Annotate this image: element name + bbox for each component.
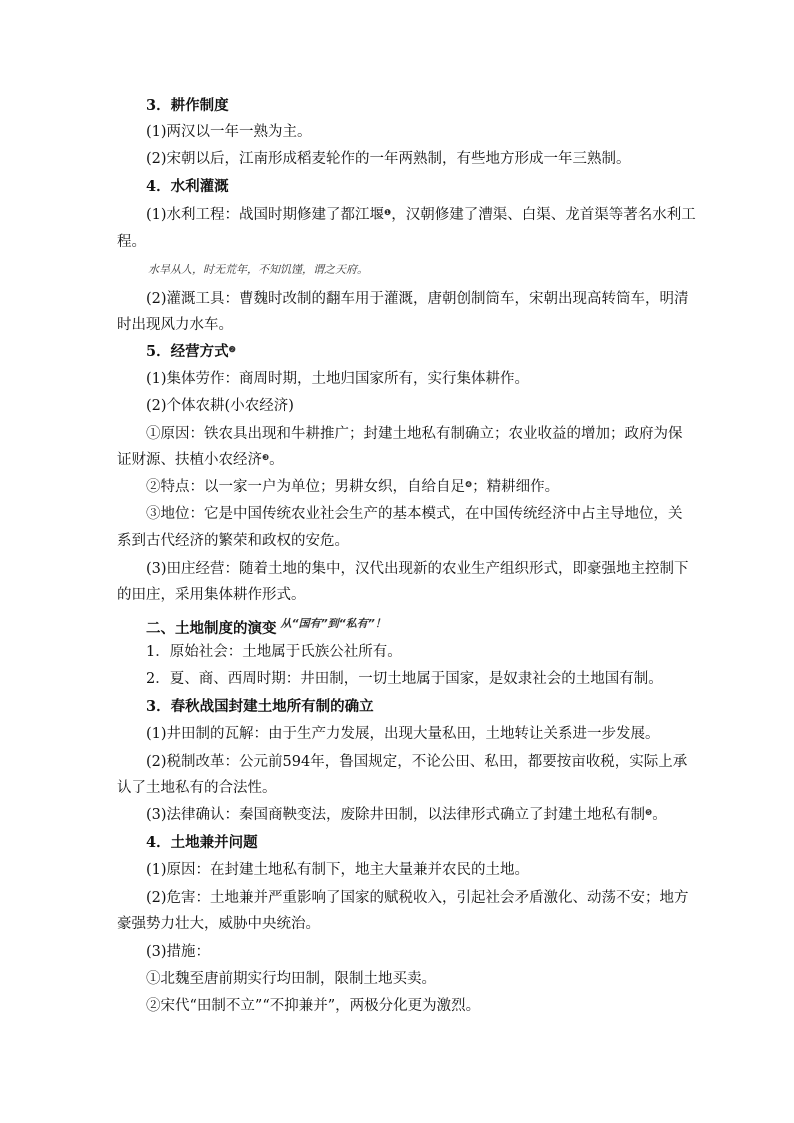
paragraph: (3)措施：: [146, 944, 211, 960]
text-span: 。: [652, 807, 667, 823]
heading-irrigation: 4．水利灌溉: [146, 178, 229, 195]
paragraph: (1)井田制的瓦解：由于生产力发展，出现大量私田，土地转让关系进一步发展。: [146, 726, 660, 742]
text-span: (3)法律确认：秦国商鞅变法，废除井田制，以法律形式确立了封建土地私有制: [146, 807, 646, 823]
paragraph-continued: 豪强势力壮大，威胁中央统治。: [117, 916, 320, 932]
paragraph-continued: 的田庄，采用集体耕作形式。: [117, 587, 306, 603]
paragraph: ①北魏至唐前期实行均田制，限制土地买卖。: [146, 971, 436, 987]
paragraph: ③地位：它是中国传统农业社会生产的基本模式，在中国传统经济中占主导地位，关: [146, 506, 683, 522]
paragraph-continued: 时出现风力水车。: [117, 317, 233, 333]
handwritten-note-dujiangyan: 水旱从人，时无荒年，不知饥馑，谓之天府。: [148, 263, 368, 276]
footnote-mark-5: ❺: [645, 808, 653, 817]
text-span: ；精耕细作。: [472, 479, 560, 495]
footnote-mark-1: ❶: [384, 208, 392, 217]
heading-land-system: [146, 614, 706, 639]
heading-feudal-land: 3．春秋战国封建土地所有制的确立: [146, 698, 374, 715]
heading-farming-system: 3．耕作制度: [146, 97, 229, 114]
paragraph: ②宋代“田制不立”“不抑兼并”，两极分化更为激烈。: [146, 998, 481, 1014]
footnote-mark-4: ❹: [465, 480, 473, 489]
paragraph: [146, 805, 706, 825]
paragraph-continued: 程。: [117, 234, 146, 250]
text-span: ，汉朝修建了漕渠、白渠、龙首渠等著名水利工: [391, 207, 696, 223]
paragraph: 2．夏、商、西周时期：井田制，一切土地属于国家，是奴隶社会的土地国有制。: [146, 671, 663, 687]
paragraph: (1)两汉以一年一熟为主。: [146, 124, 312, 140]
paragraph: (2)灌溉工具：曹魏时改制的翻车用于灌溉，唐朝创制筒车，宋朝出现高转筒车，明清: [146, 291, 689, 307]
paragraph: (1)集体劳作：商周时期，土地归国家所有，实行集体耕作。: [146, 371, 530, 387]
paragraph: [146, 205, 706, 225]
footnote-mark-2: ❷: [228, 344, 236, 354]
paragraph: [146, 477, 706, 497]
text-span: 5．经营方式: [146, 343, 229, 360]
paragraph-continued: [117, 450, 677, 470]
paragraph: 1．原始社会：土地属于氏族公社所有。: [146, 644, 402, 660]
text-span: 证财源、扶植小农经济: [117, 452, 262, 468]
paragraph-continued: 认了土地私有的合法性。: [117, 780, 277, 796]
paragraph: (1)原因：在封建土地私有制下，地主大量兼并农民的土地。: [146, 862, 530, 878]
text-span: ②特点：以一家一户为单位；男耕女织，自给自足: [146, 479, 465, 495]
text-span: 。: [269, 452, 284, 468]
paragraph: ①原因：铁农具出现和牛耕推广；封建土地私有制确立；农业收益的增加；政府为保: [146, 426, 683, 442]
paragraph: (3)田庄经营：随着土地的集中，汉代出现新的农业生产组织形式，即豪强地主控制下: [146, 561, 689, 577]
paragraph: (2)税制改革：公元前594年，鲁国规定，不论公田、私田，都要按亩收税，实际上承: [146, 754, 688, 770]
paragraph: (2)宋朝以后，江南形成稻麦轮作的一年两熟制，有些地方形成一年三熟制。: [146, 151, 631, 167]
text-span: (1)水利工程：战国时期修建了都江堰: [146, 207, 385, 223]
handwritten-note-land: 从“国有”到“私有”！: [280, 617, 386, 630]
heading-management: [146, 342, 706, 362]
heading-land-annexation: 4．土地兼并问题: [146, 834, 258, 851]
paragraph: (2)危害：土地兼并严重影响了国家的赋税收入，引起社会矛盾激化、动荡不安；地方: [146, 890, 689, 906]
paragraph-continued: 系到古代经济的繁荣和政权的安危。: [117, 533, 349, 549]
paragraph: (2)个体农耕(小农经济): [146, 398, 294, 414]
text-span: 二、土地制度的演变: [146, 620, 277, 637]
footnote-mark-3: ❸: [262, 453, 270, 462]
